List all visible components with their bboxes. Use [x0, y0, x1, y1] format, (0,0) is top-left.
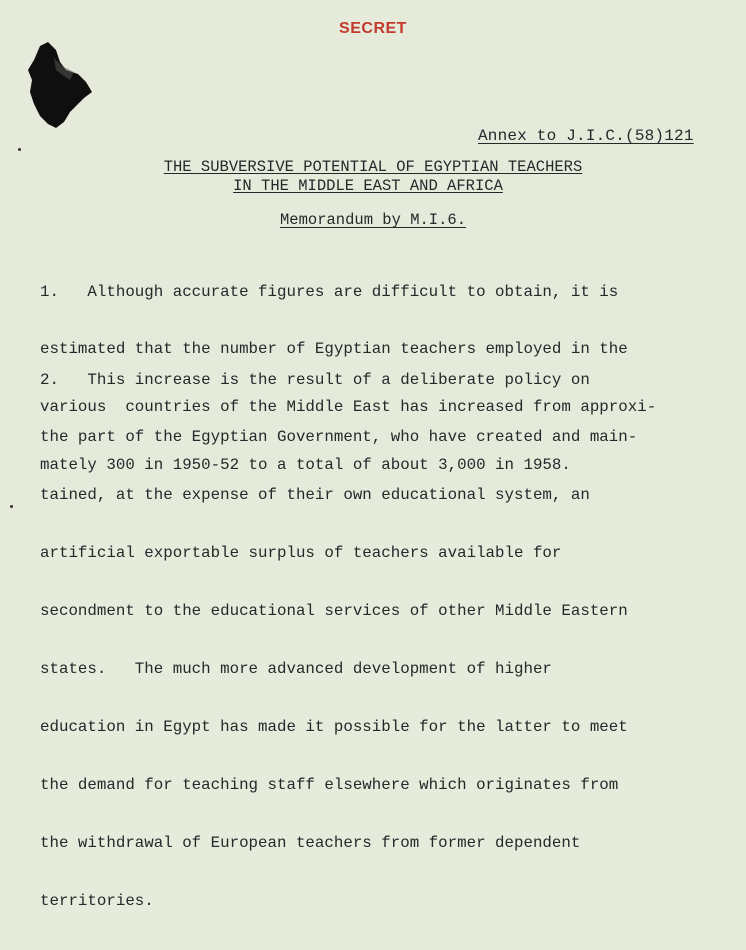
annex-reference: Annex to J.I.C.(58)121 — [478, 127, 694, 145]
paragraph-line: education in Egypt has made it possible for the latter to meet — [40, 717, 628, 736]
paragraph-line: artificial exportable surplus of teachers available for — [40, 544, 562, 563]
paper-mark — [10, 505, 13, 508]
memorandum-byline: Memorandum by M.I.6. — [279, 211, 467, 229]
title-line: IN THE MIDDLE EAST AND AFRICA — [233, 177, 503, 195]
paragraph-line: secondment to the educational services of other Middle Eastern — [40, 602, 628, 621]
torn-corner-hole — [26, 40, 104, 132]
paragraph-line: the withdrawal of European teachers from former dependent — [40, 833, 581, 852]
classification-marking: SECRET — [339, 20, 407, 37]
paragraph-line: mately 300 in 1950-52 to a total of about 3,000 in 1958. — [40, 456, 571, 475]
paragraph-line: various countries of the Middle East has increased from approxi- — [40, 398, 657, 417]
paragraph-line: territories. — [40, 891, 154, 910]
paper-mark — [18, 148, 21, 151]
paragraph-line: the part of the Egyptian Government, who have created and main- — [40, 428, 638, 447]
paragraph-2 — [40, 332, 740, 950]
paragraph-line: 1. Although accurate figures are difficult to obtain, it is — [40, 282, 619, 301]
paragraph-line: states. The much more advanced development of higher — [40, 660, 552, 679]
title-line: THE SUBVERSIVE POTENTIAL OF EGYPTIAN TEACHERS — [163, 158, 583, 176]
paragraph-line: the demand for teaching staff elsewhere which originates from — [40, 775, 619, 794]
paragraph-line: estimated that the number of Egyptian teachers employed in the — [40, 340, 628, 359]
document-title — [0, 158, 746, 196]
paragraph-line: 2. This increase is the result of a deliberate policy on — [40, 370, 590, 389]
paragraph-line: tained, at the expense of their own educational system, an — [40, 486, 590, 505]
